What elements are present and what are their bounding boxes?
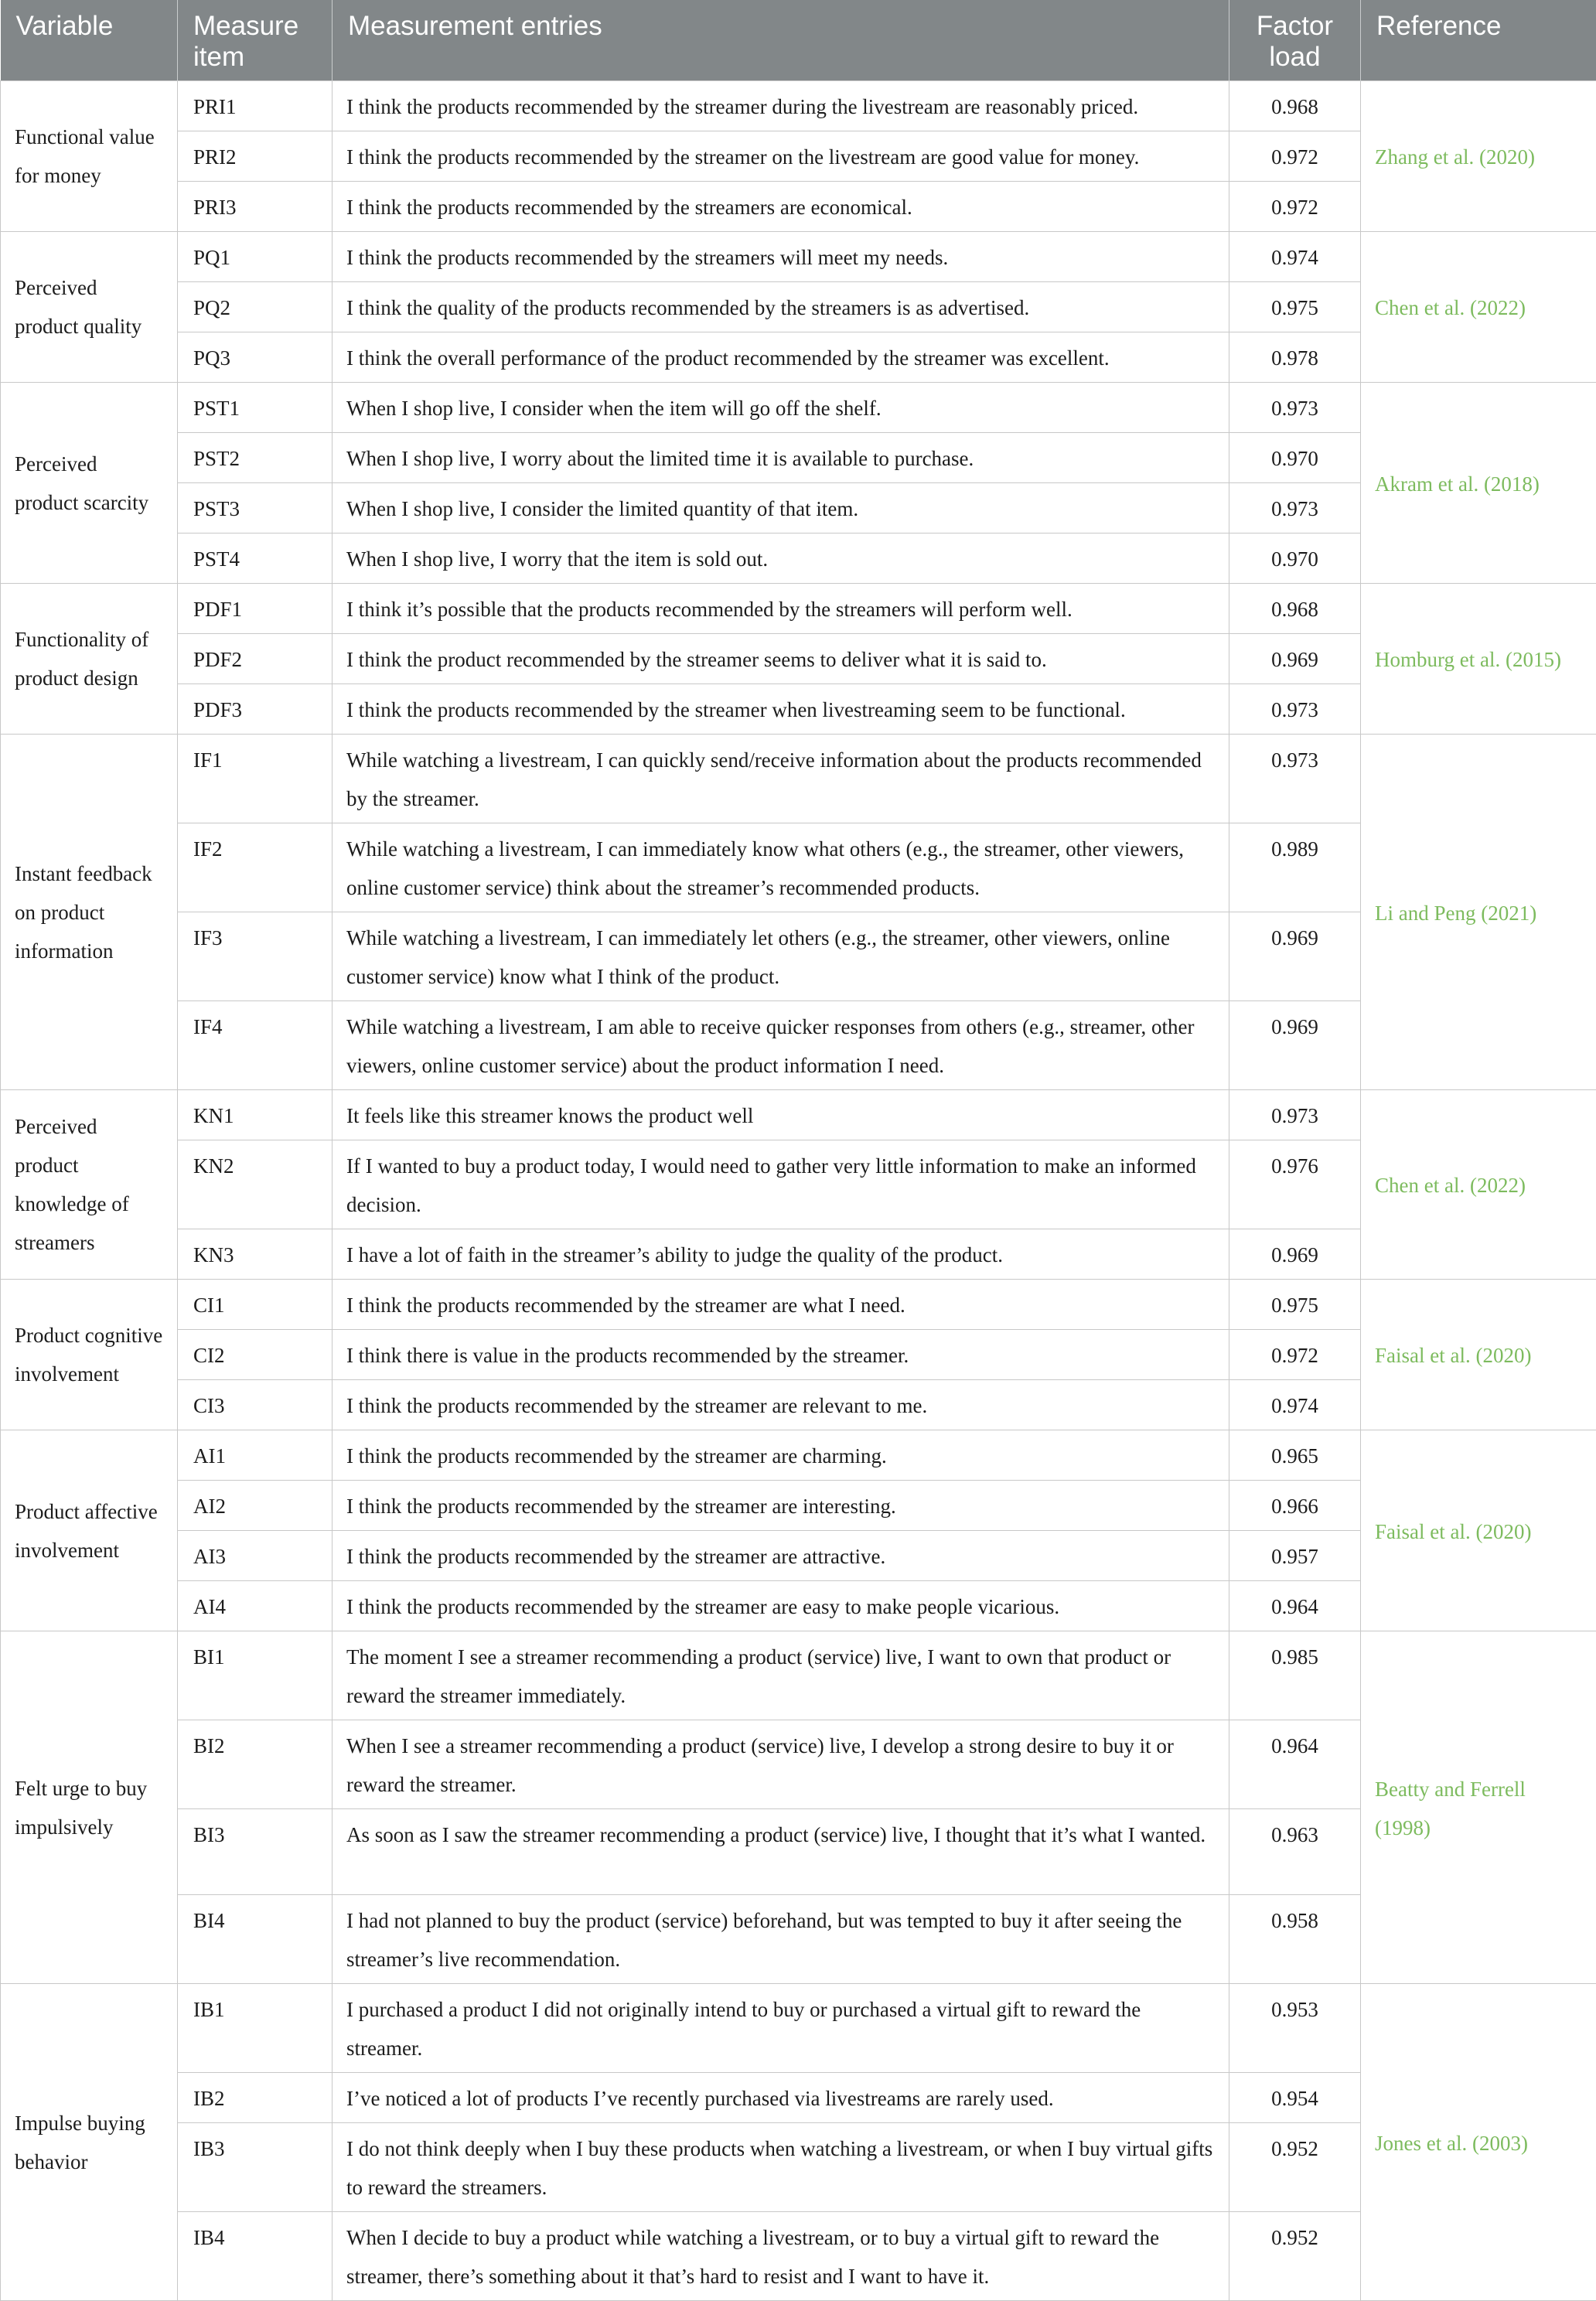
factor-load-cell: 0.954 [1229, 2073, 1361, 2123]
measure-item-cell: PQ1 [178, 232, 332, 282]
measurement-entry-cell: I think the quality of the products recommended by the streamers is as advertised. [332, 282, 1229, 332]
table-row [1, 684, 1596, 735]
table-row [1, 1895, 1596, 1984]
measure-item-cell: CI1 [178, 1280, 332, 1330]
measurement-entry-cell: I think the products recommended by the streamer are relevant to me. [332, 1380, 1229, 1430]
measurement-entry-cell: I had not planned to buy the product (service) beforehand, but was tempted to buy it after seeing the streamer’s live recommendation. [332, 1895, 1229, 1984]
table-row [1, 2073, 1596, 2123]
factor-load-cell: 0.985 [1229, 1631, 1361, 1720]
factor-load-cell: 0.969 [1229, 634, 1361, 684]
measurement-entry-cell: When I shop live, I consider when the item will go off the shelf. [332, 383, 1229, 433]
header-variable: Variable [1, 0, 178, 81]
measurement-entry-cell: I think the products recommended by the streamer are charming. [332, 1430, 1229, 1481]
measurement-entry-cell: I think the products recommended by the streamer are attractive. [332, 1531, 1229, 1581]
factor-load-cell: 0.958 [1229, 1895, 1361, 1984]
measure-item-cell: KN3 [178, 1229, 332, 1280]
reference-cell: Chen et al. (2022) [1361, 232, 1596, 383]
table-row [1, 383, 1596, 433]
table-row [1, 584, 1596, 634]
measurement-entry-cell: I have a lot of faith in the streamer’s ability to judge the quality of the product. [332, 1229, 1229, 1280]
reference-cell: Faisal et al. (2020) [1361, 1430, 1596, 1631]
measurement-entry-cell: I think the products recommended by the streamers will meet my needs. [332, 232, 1229, 282]
measurement-entry-cell: I do not think deeply when I buy these products when watching a livestream, or when I buy virtual gifts to reward the streamers. [332, 2123, 1229, 2212]
variable-cell: Felt urge to buy impulsively [1, 1631, 178, 1984]
measure-item-cell: IB4 [178, 2212, 332, 2301]
table-row [1, 1631, 1596, 1720]
measure-item-cell: IF2 [178, 823, 332, 912]
measure-item-cell: BI2 [178, 1720, 332, 1809]
reference-cell: Chen et al. (2022) [1361, 1090, 1596, 1280]
factor-load-cell: 0.972 [1229, 182, 1361, 232]
variable-cell: Impulse buying behavior [1, 1984, 178, 2301]
factor-load-cell: 0.964 [1229, 1720, 1361, 1809]
measurement-entry-cell: I think the products recommended by the streamer when livestreaming seem to be functional. [332, 684, 1229, 735]
factor-load-cell: 0.963 [1229, 1809, 1361, 1895]
factor-load-cell: 0.965 [1229, 1430, 1361, 1481]
measurement-entry-cell: While watching a livestream, I can quickly send/receive information about the products recommended by the streamer. [332, 735, 1229, 823]
factor-load-cell: 0.970 [1229, 533, 1361, 584]
factor-load-cell: 0.973 [1229, 383, 1361, 433]
variable-cell: Perceived product quality [1, 232, 178, 383]
measure-item-cell: AI2 [178, 1481, 332, 1531]
table-row [1, 282, 1596, 332]
header-factor-load: Factor load [1229, 0, 1361, 81]
measure-item-cell: CI2 [178, 1330, 332, 1380]
variable-cell: Instant feedback on product information [1, 735, 178, 1090]
reference-cell: Li and Peng (2021) [1361, 735, 1596, 1090]
table-row [1, 483, 1596, 533]
measure-item-cell: PST1 [178, 383, 332, 433]
table-body [1, 81, 1596, 2301]
measurement-entry-cell: While watching a livestream, I am able to receive quicker responses from others (e.g., streamer, other viewers, online customer service) about the product information I need. [332, 1001, 1229, 1090]
reference-cell: Jones et al. (2003) [1361, 1984, 1596, 2301]
factor-load-cell: 0.972 [1229, 1330, 1361, 1380]
table-row [1, 433, 1596, 483]
measure-item-cell: KN1 [178, 1090, 332, 1140]
header-reference: Reference [1361, 0, 1596, 81]
measurement-entry-cell: The moment I see a streamer recommending a product (service) live, I want to own that product or reward the streamer immediately. [332, 1631, 1229, 1720]
measurement-entry-cell: I think the products recommended by the streamers are economical. [332, 182, 1229, 232]
table-header [1, 0, 1596, 81]
factor-load-cell: 0.975 [1229, 1280, 1361, 1330]
table-row [1, 131, 1596, 182]
header-row [1, 0, 1596, 81]
measure-item-cell: PST3 [178, 483, 332, 533]
factor-load-cell: 0.978 [1229, 332, 1361, 383]
factor-load-cell: 0.974 [1229, 232, 1361, 282]
factor-load-cell: 0.969 [1229, 912, 1361, 1001]
reference-cell: Homburg et al. (2015) [1361, 584, 1596, 735]
factor-load-cell: 0.953 [1229, 1984, 1361, 2073]
reference-cell: Faisal et al. (2020) [1361, 1280, 1596, 1430]
factor-load-cell: 0.972 [1229, 131, 1361, 182]
measure-item-cell: PRI1 [178, 81, 332, 131]
factor-load-cell: 0.968 [1229, 584, 1361, 634]
table-row [1, 735, 1596, 823]
measurement-entry-cell: I think the products recommended by the streamer are easy to make people vicarious. [332, 1581, 1229, 1631]
table-row [1, 1330, 1596, 1380]
measure-item-cell: PST4 [178, 533, 332, 584]
factor-load-cell: 0.973 [1229, 483, 1361, 533]
measurement-entry-cell: When I shop live, I consider the limited quantity of that item. [332, 483, 1229, 533]
measurement-entry-cell: I think it’s possible that the products recommended by the streamers will perform well. [332, 584, 1229, 634]
measure-item-cell: IF4 [178, 1001, 332, 1090]
table-row [1, 182, 1596, 232]
table-row [1, 1280, 1596, 1330]
factor-load-cell: 0.975 [1229, 282, 1361, 332]
table-row [1, 2123, 1596, 2212]
measure-item-cell: AI3 [178, 1531, 332, 1581]
measure-item-cell: PQ3 [178, 332, 332, 383]
table-row [1, 533, 1596, 584]
table-row [1, 1229, 1596, 1280]
table-row [1, 1720, 1596, 1809]
header-measurement-entries: Measurement entries [332, 0, 1229, 81]
measurement-entry-cell: As soon as I saw the streamer recommending a product (service) live, I thought that it’s what I wanted. [332, 1809, 1229, 1895]
measurement-entry-cell: When I shop live, I worry that the item is sold out. [332, 533, 1229, 584]
table-row [1, 1090, 1596, 1140]
variable-cell: Functionality of product design [1, 584, 178, 735]
measurement-entry-cell: While watching a livestream, I can immediately know what others (e.g., the streamer, other viewers, online customer service) think about the streamer’s recommended products. [332, 823, 1229, 912]
measurement-entry-cell: I’ve noticed a lot of products I’ve recently purchased via livestreams are rarely used. [332, 2073, 1229, 2123]
measurement-entry-cell: It feels like this streamer knows the product well [332, 1090, 1229, 1140]
measure-item-cell: BI4 [178, 1895, 332, 1984]
measurement-entry-cell: I purchased a product I did not originally intend to buy or purchased a virtual gift to reward the streamer. [332, 1984, 1229, 2073]
measurement-entry-cell: While watching a livestream, I can immediately let others (e.g., the streamer, other viewers, online customer service) know what I think of the product. [332, 912, 1229, 1001]
measure-item-cell: IB3 [178, 2123, 332, 2212]
measure-item-cell: IB2 [178, 2073, 332, 2123]
measurement-entry-cell: When I decide to buy a product while watching a livestream, or to buy a virtual gift to reward the streamer, there’s something about it that’s hard to resist and I want to have it. [332, 2212, 1229, 2301]
measurement-entry-cell: I think the product recommended by the streamer seems to deliver what it is said to. [332, 634, 1229, 684]
measure-item-cell: PRI2 [178, 131, 332, 182]
header-measure-item: Measure item [178, 0, 332, 81]
factor-load-cell: 0.973 [1229, 735, 1361, 823]
factor-load-cell: 0.952 [1229, 2212, 1361, 2301]
factor-load-cell: 0.969 [1229, 1229, 1361, 1280]
variable-cell: Functional value for money [1, 81, 178, 232]
measurement-entry-cell: I think the products recommended by the streamer during the livestream are reasonably priced. [332, 81, 1229, 131]
measure-item-cell: KN2 [178, 1140, 332, 1229]
factor-load-cell: 0.964 [1229, 1581, 1361, 1631]
measurement-entry-cell: If I wanted to buy a product today, I would need to gather very little information to make an informed decision. [332, 1140, 1229, 1229]
table-row [1, 81, 1596, 131]
table-row [1, 823, 1596, 912]
table-row [1, 332, 1596, 383]
measure-item-cell: IF1 [178, 735, 332, 823]
factor-load-cell: 0.973 [1229, 1090, 1361, 1140]
measure-item-cell: IF3 [178, 912, 332, 1001]
measurement-entry-cell: When I see a streamer recommending a product (service) live, I develop a strong desire to buy it or reward the streamer. [332, 1720, 1229, 1809]
measure-item-cell: PRI3 [178, 182, 332, 232]
table-row [1, 1380, 1596, 1430]
reference-cell: Zhang et al. (2020) [1361, 81, 1596, 232]
variable-cell: Product affective involvement [1, 1430, 178, 1631]
factor-load-cell: 0.989 [1229, 823, 1361, 912]
measurement-entry-cell: I think the overall performance of the product recommended by the streamer was excellent. [332, 332, 1229, 383]
factor-load-cell: 0.974 [1229, 1380, 1361, 1430]
table-row [1, 1809, 1596, 1895]
factor-load-cell: 0.970 [1229, 433, 1361, 483]
factor-load-cell: 0.973 [1229, 684, 1361, 735]
measure-item-cell: PDF1 [178, 584, 332, 634]
variable-cell: Product cognitive involvement [1, 1280, 178, 1430]
table-row [1, 1481, 1596, 1531]
measure-item-cell: IB1 [178, 1984, 332, 2073]
factor-load-cell: 0.969 [1229, 1001, 1361, 1090]
variable-cell: Perceived product knowledge of streamers [1, 1090, 178, 1280]
factor-load-cell: 0.957 [1229, 1531, 1361, 1581]
variable-cell: Perceived product scarcity [1, 383, 178, 584]
factor-load-cell: 0.966 [1229, 1481, 1361, 1531]
measure-item-cell: BI3 [178, 1809, 332, 1895]
table-row [1, 1430, 1596, 1481]
table-row [1, 912, 1596, 1001]
table-row [1, 232, 1596, 282]
measurement-entry-cell: I think the products recommended by the streamer are interesting. [332, 1481, 1229, 1531]
measurement-entry-cell: When I shop live, I worry about the limited time it is available to purchase. [332, 433, 1229, 483]
measure-item-cell: PDF3 [178, 684, 332, 735]
reference-cell: Akram et al. (2018) [1361, 383, 1596, 584]
factor-load-cell: 0.952 [1229, 2123, 1361, 2212]
factor-load-cell: 0.976 [1229, 1140, 1361, 1229]
measurement-entry-cell: I think there is value in the products recommended by the streamer. [332, 1330, 1229, 1380]
table-row [1, 1001, 1596, 1090]
measurement-entry-cell: I think the products recommended by the streamer are what I need. [332, 1280, 1229, 1330]
table-row [1, 1531, 1596, 1581]
reference-cell: Beatty and Ferrell (1998) [1361, 1631, 1596, 1984]
measure-item-cell: PST2 [178, 433, 332, 483]
measure-item-cell: AI4 [178, 1581, 332, 1631]
measurement-entry-cell: I think the products recommended by the streamer on the livestream are good value for money. [332, 131, 1229, 182]
table-row [1, 1140, 1596, 1229]
factor-load-cell: 0.968 [1229, 81, 1361, 131]
table-row [1, 634, 1596, 684]
measure-item-cell: PQ2 [178, 282, 332, 332]
measure-item-cell: BI1 [178, 1631, 332, 1720]
measure-item-cell: AI1 [178, 1430, 332, 1481]
table-row [1, 1581, 1596, 1631]
measure-item-cell: PDF2 [178, 634, 332, 684]
table-row [1, 1984, 1596, 2073]
measure-item-cell: CI3 [178, 1380, 332, 1430]
